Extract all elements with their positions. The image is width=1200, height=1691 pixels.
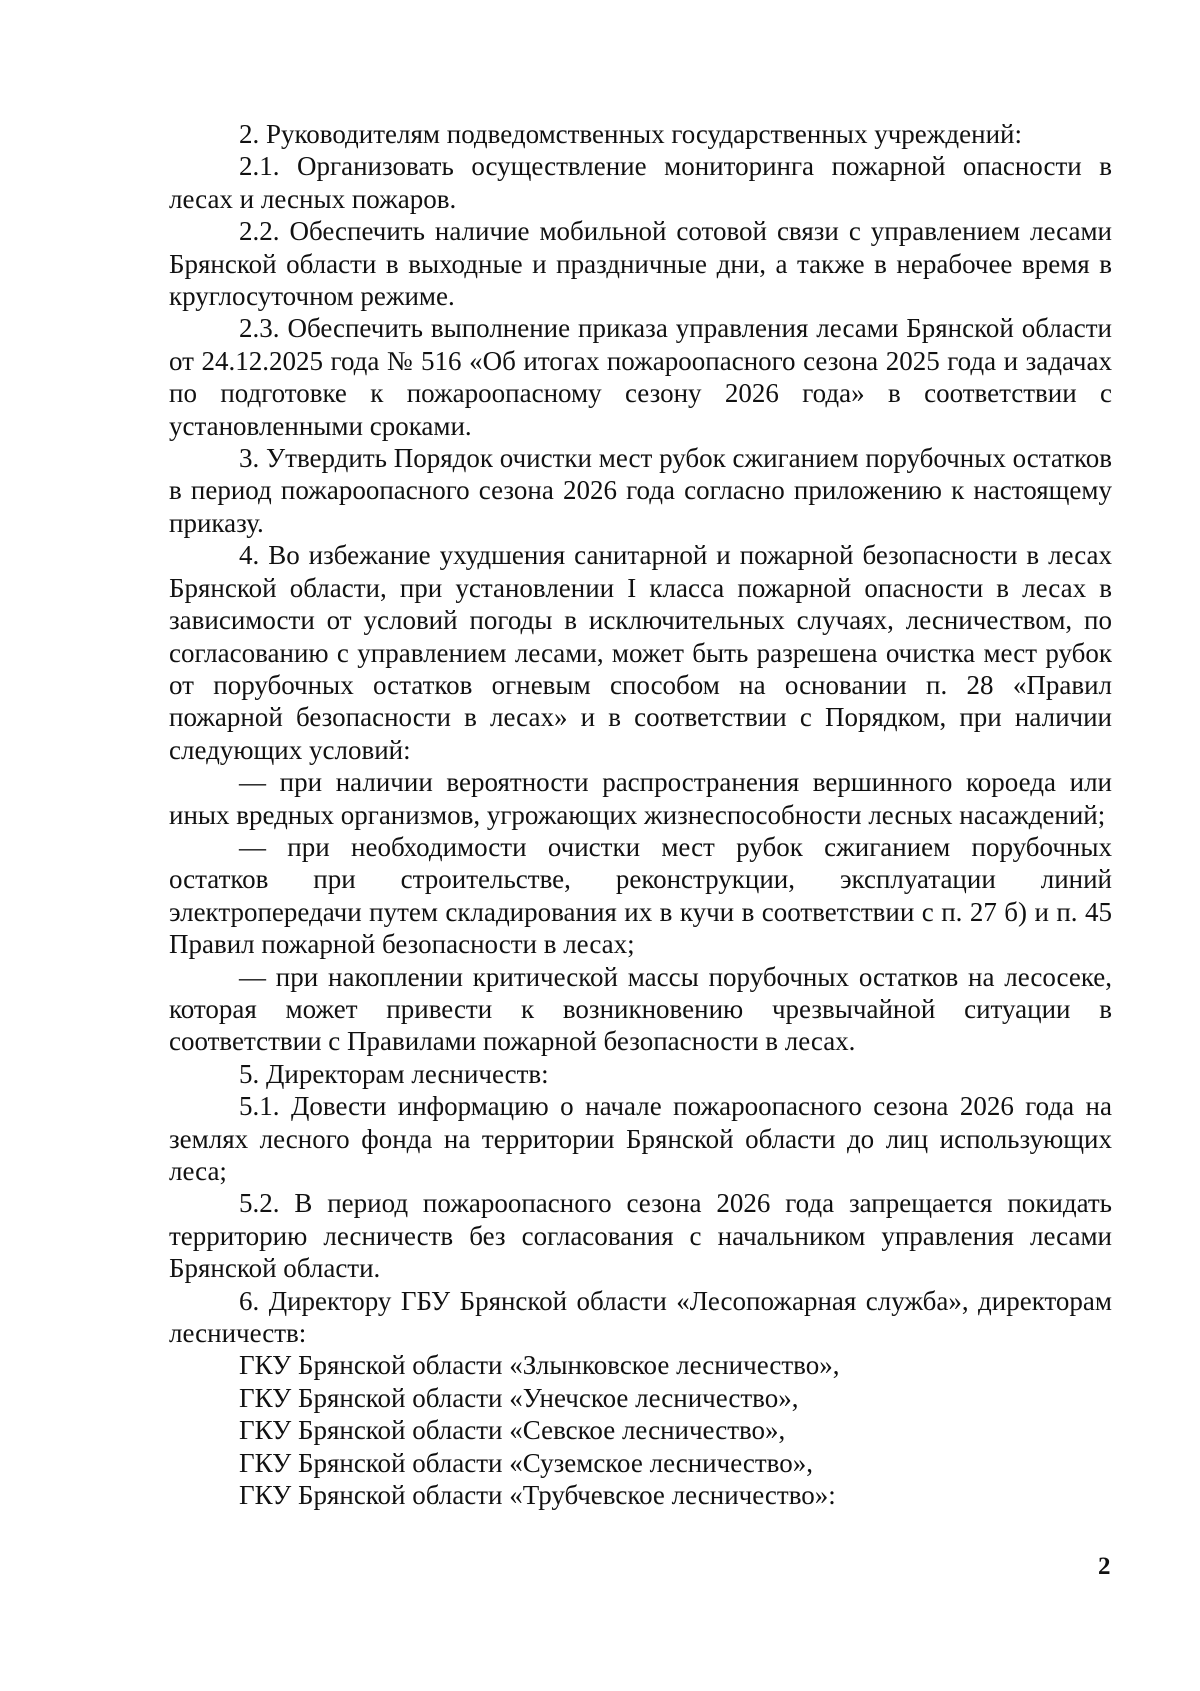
institution-item-1: ГКУ Брянской области «Злынковское лесничество»,: [239, 1350, 840, 1381]
institution-item-2: ГКУ Брянской области «Унечское лесничество»,: [239, 1382, 799, 1413]
paragraph-5-1: 5.1. Довести информацию о начале пожароопасного сезона 2026 года на землях лесного фонда на территории Брянской области до лиц использующих леса;: [169, 1091, 1112, 1186]
institution-item-3: ГКУ Брянской области «Севское лесничество»,: [239, 1415, 786, 1446]
paragraph-3: 3. Утвердить Порядок очистки мест рубок сжиганием порубочных остатков в период пожароопасного сезона 2026 года согласно приложению к настоящему приказу.: [169, 443, 1112, 538]
paragraph-2-1: 2.1. Организовать осуществление мониторинга пожарной опасности в лесах и лесных пожаров.: [169, 151, 1112, 214]
paragraph-2-3: 2.3. Обеспечить выполнение приказа управления лесами Брянской области от 24.12.2025 года № 516 «Об итогах пожароопасного сезона 2025 года и задачах по подготовке к пожароопасному сезону 2026 года» в соответствии с установленными сроками.: [169, 313, 1112, 441]
document-body: [169, 118, 1112, 1511]
paragraph-2: 2. Руководителям подведомственных государственных учреждений:: [239, 119, 1022, 149]
paragraph-2-2: 2.2. Обеспечить наличие мобильной сотовой связи с управлением лесами Брянской области в выходные и праздничные дни, а также в нерабочее время в круглосуточном режиме.: [169, 216, 1112, 312]
paragraph-6: 6. Директору ГБУ Брянской области «Лесопожарная служба», директорам лесничеств:: [169, 1285, 1112, 1349]
condition-item-1: — при наличии вероятности распространения вершинного короеда или иных вредных организмов, угрожающих жизнеспособности лесных насаждений;: [169, 767, 1112, 830]
page-number: 2: [1098, 1553, 1111, 1580]
paragraph-5: 5. Директорам лесничеств:: [239, 1058, 549, 1089]
institution-item-4: ГКУ Брянской области «Суземское лесничество»,: [239, 1447, 813, 1478]
paragraph-5-2: 5.2. В период пожароопасного сезона 2026 года запрещается покидать территорию лесничеств без согласования с начальником управления лесами Брянской области.: [169, 1188, 1112, 1284]
condition-item-3: — при накоплении критической массы порубочных остатков на лесосеке, которая может привести к возникновению чрезвычайной ситуации в соответствии с Правилами пожарной безопасности в лесах.: [169, 961, 1112, 1057]
condition-item-2: — при необходимости очистки мест рубок сжиганием порубочных остатков при строительстве, реконструкции, эксплуатации линий электропередачи путем складирования их в кучи в соответствии с п. 27 б) и п. 45 Правил пожарной безопасности в лесах;: [169, 831, 1112, 960]
paragraph-4: 4. Во избежание ухудшения санитарной и пожарной безопасности в лесах Брянской области, при установлении I класса пожарной опасности в лесах в зависимости от условий погоды в исключительных случаях, лесничеством, по согласованию с управлением лесами, может быть разрешена очистка мест рубок от порубочных остатков огневым способом на основании п. 28 «Правил пожарной безопасности в лесах» и в соответствии с Порядком, при наличии следующих условий:: [169, 540, 1112, 765]
institution-item-5: ГКУ Брянской области «Трубчевское лесничество»:: [239, 1480, 836, 1511]
